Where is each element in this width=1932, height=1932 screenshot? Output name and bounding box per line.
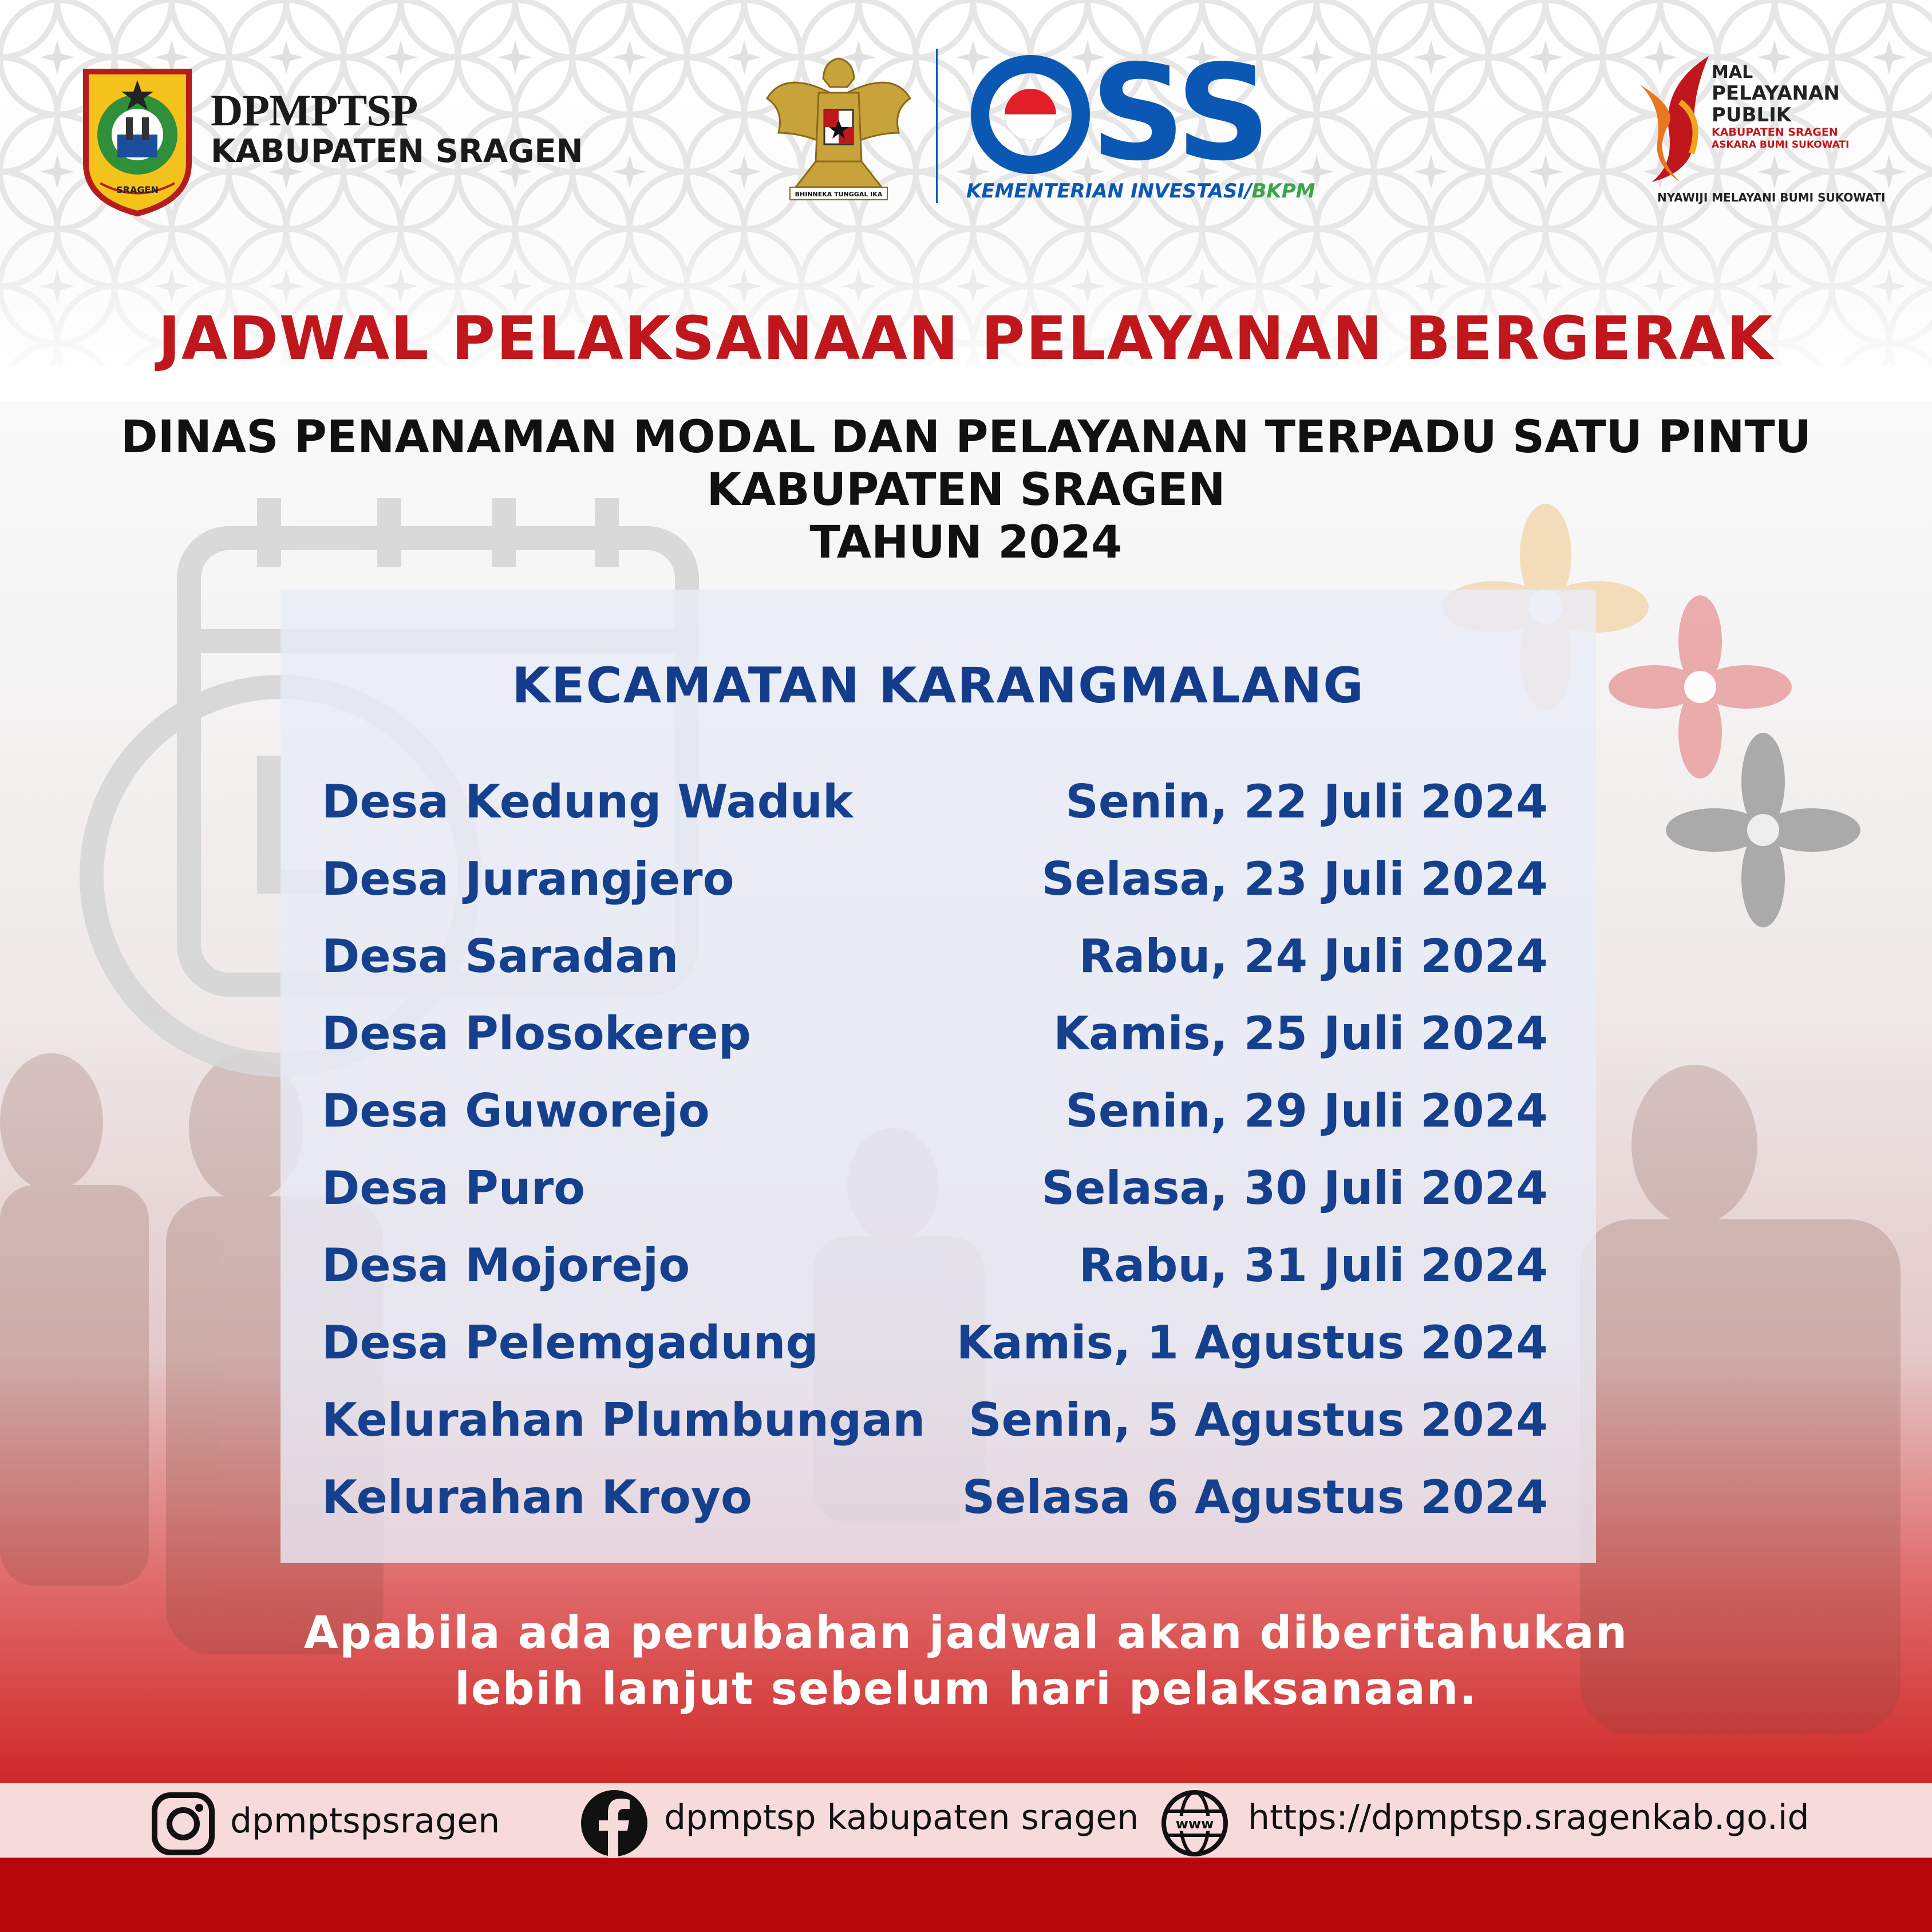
instagram-icon[interactable] <box>150 1791 216 1857</box>
schedule-date: Kamis, 1 Agustus 2024 <box>956 1316 1548 1369</box>
village-name: Desa Puro <box>322 1161 586 1215</box>
village-name: Kelurahan Plumbungan <box>322 1393 926 1447</box>
schedule-date: Kamis, 25 Juli 2024 <box>1053 1007 1548 1060</box>
mpp-tagline: NYAWIJI MELAYANI BUMI SUKOWATI <box>1657 191 1886 204</box>
svg-text:BHINNEKA TUNGGAL IKA: BHINNEKA TUNGGAL IKA <box>795 191 883 198</box>
mpp-line1: MAL <box>1712 62 1753 82</box>
sragen-regency-emblem <box>80 66 195 218</box>
www-globe-icon[interactable] <box>1160 1788 1230 1858</box>
website-url[interactable]: https://dpmptsp.sragenkab.go.id <box>1248 1797 1809 1838</box>
mpp-line3: PUBLIK <box>1712 104 1792 127</box>
schedule-row <box>322 852 1548 915</box>
agency-name: DPMPTSP <box>211 85 418 135</box>
agency-region: KABUPATEN SRAGEN <box>211 133 583 170</box>
schedule-row <box>322 1239 1548 1302</box>
village-name: Desa Plosokerep <box>322 1007 751 1060</box>
schedule-row <box>322 1007 1548 1070</box>
village-name: Desa Saradan <box>322 930 679 983</box>
schedule-row <box>322 1316 1548 1379</box>
village-name: Desa Pelemgadung <box>322 1316 819 1369</box>
village-name: Desa Mojorejo <box>322 1239 690 1292</box>
schedule-row <box>322 1471 1548 1534</box>
garuda-pancasila-emblem <box>761 47 916 207</box>
svg-text:SRAGEN: SRAGEN <box>116 184 159 195</box>
schedule-change-note-line1: Apabila ada perubahan jadwal akan diberitahukan <box>303 1607 1629 1659</box>
facebook-page[interactable]: dpmptsp kabupaten sragen <box>664 1797 1139 1838</box>
village-name: Desa Jurangjero <box>322 852 734 906</box>
subtitle-year: TAHUN 2024 <box>809 517 1123 568</box>
schedule-row <box>322 1161 1548 1224</box>
schedule-row <box>322 775 1548 838</box>
schedule-date: Selasa 6 Agustus 2024 <box>962 1471 1548 1524</box>
svg-text:www: www <box>1175 1816 1214 1832</box>
schedule-date: Senin, 29 Juli 2024 <box>1065 1084 1548 1137</box>
schedule-row <box>322 1393 1548 1456</box>
schedule-change-note-line2: lebih lanjut sebelum hari pelaksanaan. <box>455 1664 1477 1715</box>
schedule-date: Rabu, 31 Juli 2024 <box>1078 1239 1548 1292</box>
page-title: JADWAL PELAKSANAAN PELAYANAN BERGERAK <box>158 303 1774 373</box>
instagram-handle[interactable]: dpmptspsragen <box>230 1801 500 1841</box>
schedule-date: Selasa, 23 Juli 2024 <box>1041 852 1548 906</box>
logo-divider <box>936 49 938 203</box>
oss-logo-circle <box>970 54 1091 175</box>
village-name: Desa Guworejo <box>322 1084 710 1137</box>
village-name: Kelurahan Kroyo <box>322 1471 752 1524</box>
schedule-date: Selasa, 30 Juli 2024 <box>1041 1161 1548 1215</box>
mpp-line5: ASKARA BUMI SUKOWATI <box>1712 139 1850 151</box>
schedule-date: Senin, 22 Juli 2024 <box>1065 775 1548 828</box>
schedule-row <box>322 1084 1548 1147</box>
mpp-line4: KABUPATEN SRAGEN <box>1712 126 1838 139</box>
facebook-icon[interactable] <box>579 1788 649 1858</box>
subtitle-regency: KABUPATEN SRAGEN <box>706 464 1226 516</box>
mpp-line2: PELAYANAN <box>1712 82 1840 105</box>
schedule-date: Rabu, 24 Juli 2024 <box>1078 930 1548 983</box>
schedule-row <box>322 930 1548 993</box>
district-heading: KECAMATAN KARANGMALANG <box>512 657 1365 714</box>
subtitle-agency: DINAS PENANAMAN MODAL DAN PELAYANAN TERPADU SATU PINTU <box>120 412 1812 463</box>
oss-ministry: KEMENTERIAN INVESTASI/BKPM <box>966 180 1315 203</box>
village-name: Desa Kedung Waduk <box>322 775 854 828</box>
schedule-date: Senin, 5 Agustus 2024 <box>968 1393 1548 1447</box>
oss-brand-text: SS <box>1091 48 1267 180</box>
footer-bottom-band <box>0 1858 1932 1932</box>
